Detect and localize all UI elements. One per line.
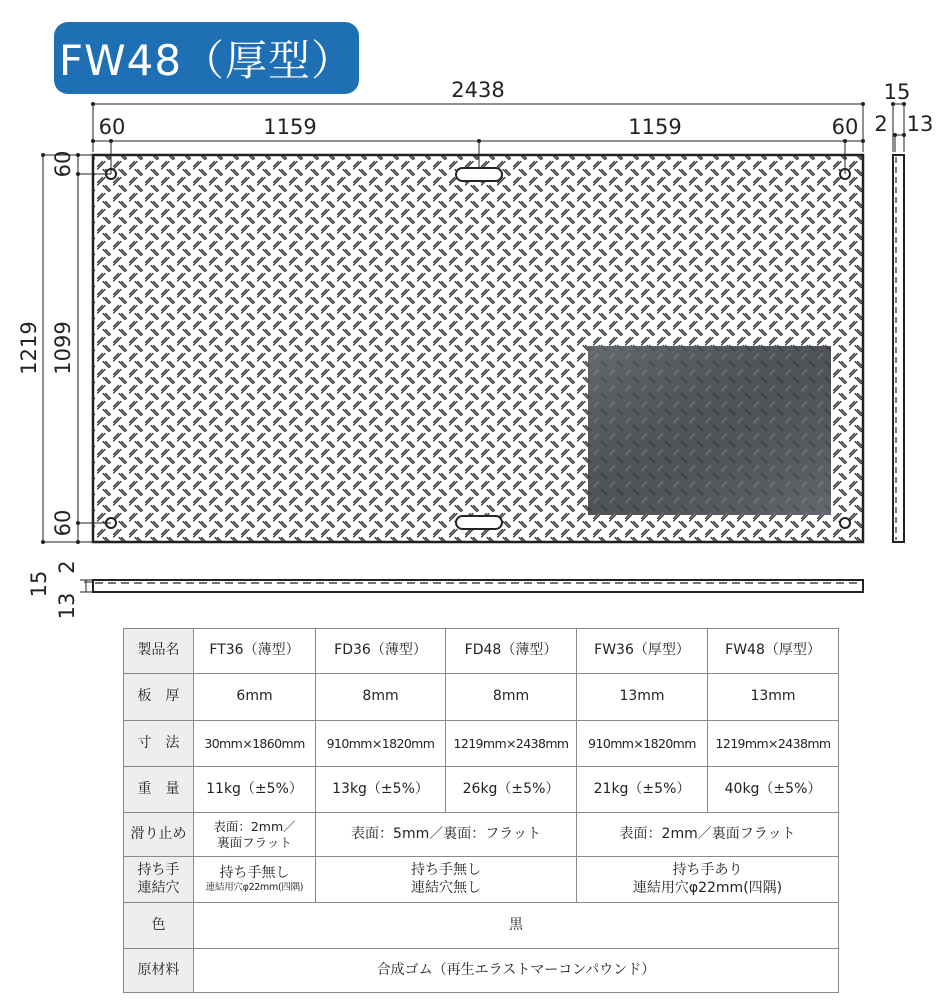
row-label-handle: 持ち手 連結穴 <box>124 857 194 903</box>
dim-right-span: 1159 <box>628 115 682 139</box>
table-row <box>124 903 839 949</box>
dim-edge-total: 15 <box>27 570 51 598</box>
row-label-thickness: 板 厚 <box>124 674 194 721</box>
product-name: FT36（薄型） <box>194 629 316 674</box>
color-value: 黒 <box>194 903 839 949</box>
thickness-value: 8mm <box>446 674 577 721</box>
dim-side-top: 2 <box>874 112 888 136</box>
handle-value: 持ち手無し 連結用穴φ22mm(四隅) <box>194 857 316 903</box>
dim-top-margin: 60 <box>51 150 75 178</box>
size-value: 1219mm×2438mm <box>446 721 577 767</box>
thickness-value: 8mm <box>316 674 446 721</box>
dim-left-margin: 60 <box>98 115 126 139</box>
handle-slot <box>456 168 502 181</box>
dim-edge-top: 2 <box>55 560 79 574</box>
dim-total-width: 2438 <box>451 78 505 102</box>
product-name: FW36（厚型） <box>577 629 708 674</box>
product-name: FW48（厚型） <box>708 629 839 674</box>
material-value: 合成ゴム（再生エラストマーコンパウンド） <box>194 949 839 993</box>
dim-left-span: 1159 <box>263 115 317 139</box>
slip-value: 表面：2mm／ 裏面フラット <box>194 813 316 857</box>
weight-value: 11kg（±5%） <box>194 767 316 813</box>
size-value: 910mm×1820mm <box>316 721 446 767</box>
thickness-value: 13mm <box>708 674 839 721</box>
size-value: 910mm×1820mm <box>577 721 708 767</box>
handle-value: 持ち手無し 連結穴無し <box>316 857 577 903</box>
dim-bottom-margin: 60 <box>51 509 75 537</box>
mat-edge-view <box>93 580 863 592</box>
size-value: 1219mm×2438mm <box>708 721 839 767</box>
dim-mid-span: 1099 <box>51 321 75 375</box>
table-row <box>124 813 839 857</box>
dim-side-total: 15 <box>883 80 911 104</box>
thickness-value: 6mm <box>194 674 316 721</box>
row-label-product: 製品名 <box>124 629 194 674</box>
handle-slot <box>456 516 502 529</box>
table-row <box>124 857 839 903</box>
slip-value: 表面：5mm／裏面：フラット <box>316 813 577 857</box>
row-label-weight: 重 量 <box>124 767 194 813</box>
product-title: FW48（厚型） <box>54 22 359 94</box>
row-label-size: 寸 法 <box>124 721 194 767</box>
row-label-material: 原材料 <box>124 949 194 993</box>
table-row <box>124 674 839 721</box>
handle-value: 持ち手あり 連結用穴φ22mm(四隅) <box>577 857 839 903</box>
connection-hole <box>840 518 850 528</box>
thickness-value: 13mm <box>577 674 708 721</box>
table-row <box>124 629 839 674</box>
dim-edge-body: 13 <box>55 592 79 620</box>
weight-value: 13kg（±5%） <box>316 767 446 813</box>
mat-side-view <box>893 155 904 542</box>
size-value: 30mm×1860mm <box>194 721 316 767</box>
dim-side-body: 13 <box>906 112 934 136</box>
dim-right-margin: 60 <box>831 115 859 139</box>
table-row <box>124 949 839 993</box>
weight-value: 40kg（±5%） <box>708 767 839 813</box>
spec-table <box>123 628 839 993</box>
product-name: FD36（薄型） <box>316 629 446 674</box>
table-row <box>124 767 839 813</box>
dim-total-height: 1219 <box>17 321 41 375</box>
weight-value: 26kg（±5%） <box>446 767 577 813</box>
row-label-slip: 滑り止め <box>124 813 194 857</box>
product-name: FD48（薄型） <box>446 629 577 674</box>
weight-value: 21kg（±5%） <box>577 767 708 813</box>
table-row <box>124 721 839 767</box>
row-label-color: 色 <box>124 903 194 949</box>
slip-value: 表面：2mm／裏面フラット <box>577 813 839 857</box>
